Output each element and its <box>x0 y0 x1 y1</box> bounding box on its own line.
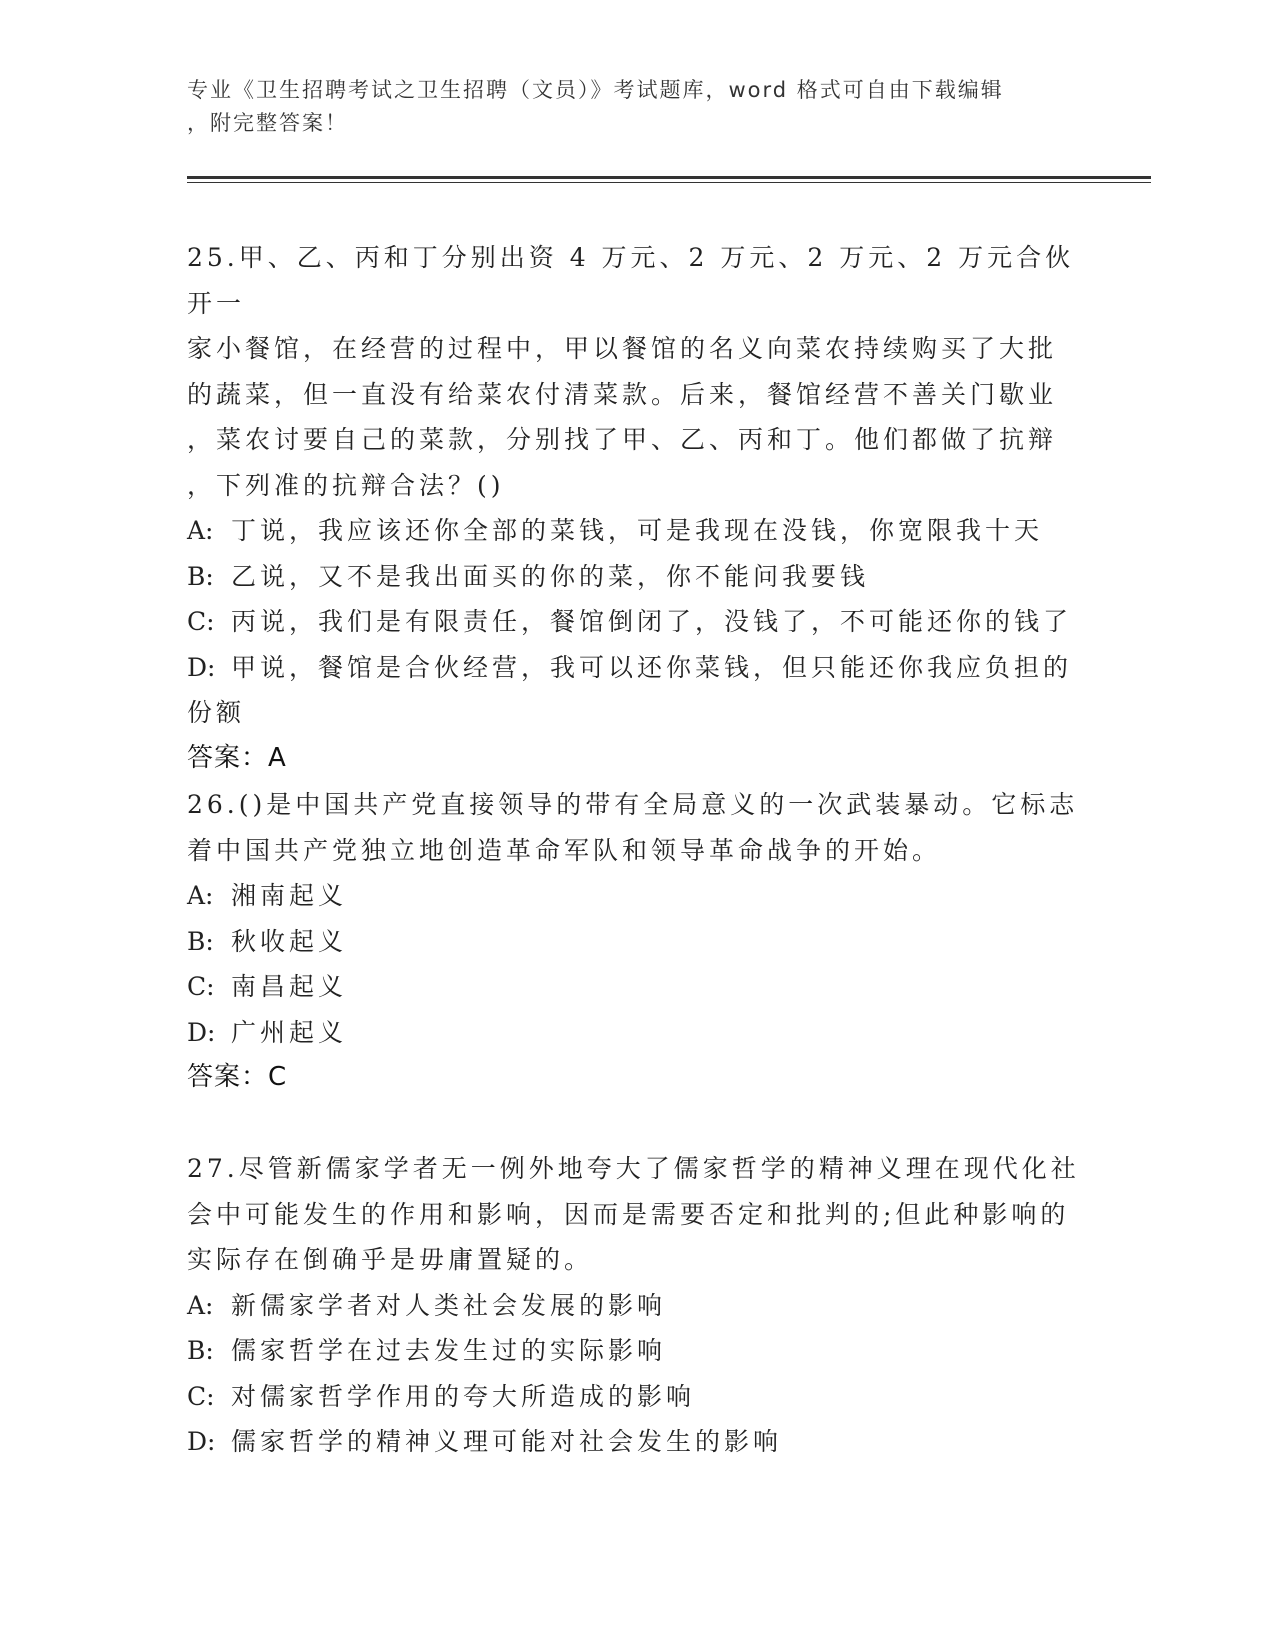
option-letter: B: <box>187 926 214 956</box>
document-header <box>187 74 1087 140</box>
option-text: 广州起义 <box>231 1017 348 1047</box>
option-d-continued <box>187 690 1087 736</box>
option-b <box>187 554 1087 600</box>
stem-line: 着中国共产党独立地创造革命军队和领导革命战争的开始。 <box>187 835 942 865</box>
question-25 <box>187 235 1087 781</box>
stem-line: 的蔬菜，但一直没有给菜农付清菜款。后来，餐馆经营不善关门歇业 <box>187 379 1058 409</box>
stem-line: 26.()是中国共产党直接领导的带有全局意义的一次武装暴动。它标志 <box>187 790 1079 819</box>
option-c <box>187 964 1087 1010</box>
option-a <box>187 1283 1087 1329</box>
option-letter: D: <box>187 1017 216 1047</box>
option-d <box>187 645 1087 691</box>
option-text: 对儒家哲学作用的夸大所造成的影响 <box>231 1381 696 1411</box>
header-divider-thick <box>187 176 1151 179</box>
stem-line: 27.尽管新儒家学者无一例外地夸大了儒家哲学的精神义理在现代化社 <box>187 1154 1080 1183</box>
option-text: 甲说，餐馆是合伙经营，我可以还你菜钱，但只能还你我应负担的 <box>231 652 1073 682</box>
question-stem <box>187 782 1087 873</box>
option-c <box>187 599 1087 645</box>
question-stem <box>187 235 1087 508</box>
option-d <box>187 1010 1087 1056</box>
stem-line: 会中可能发生的作用和影响，因而是需要否定和批判的;但此种影响的 <box>187 1199 1070 1229</box>
option-text: 南昌起义 <box>231 972 348 1001</box>
option-letter: A: <box>187 881 214 910</box>
option-letter: D: <box>187 1427 216 1456</box>
option-letter: C: <box>187 1381 215 1411</box>
option-b <box>187 1328 1087 1374</box>
option-text: 丁说，我应该还你全部的菜钱，可是我现在没钱，你宽限我十天 <box>231 516 1044 545</box>
question-stem <box>187 1146 1087 1283</box>
option-letter: A: <box>187 516 214 545</box>
header-divider-thin <box>187 182 1151 183</box>
stem-line: 实际存在倒确乎是毋庸置疑的。 <box>187 1245 594 1274</box>
option-text: 儒家哲学的精神义理可能对社会发生的影响 <box>231 1427 783 1456</box>
question-26 <box>187 782 1087 1101</box>
stem-line: 25.甲、乙、丙和丁分别出资 4 万元、2 万元、2 万元、2 万元合伙开一 <box>187 243 1075 318</box>
header-line-2: ，附完整答案！ <box>187 111 348 135</box>
answer-line: 答案：A <box>187 742 287 773</box>
option-letter: D: <box>187 652 216 682</box>
option-text: 份额 <box>187 698 246 727</box>
stem-line: ，下列准的抗辩合法？() <box>187 470 505 500</box>
option-letter: C: <box>187 972 215 1001</box>
header-line-1: 专业《卫生招聘考试之卫生招聘（文员）》考试题库，word 格式可自由下载编辑 <box>187 78 1004 102</box>
option-b <box>187 919 1087 965</box>
option-text: 丙说，我们是有限责任，餐馆倒闭了，没钱了，不可能还你的钱了 <box>231 607 1073 636</box>
option-letter: A: <box>187 1290 214 1320</box>
option-c <box>187 1374 1087 1420</box>
option-a <box>187 508 1087 554</box>
answer-line: 答案：C <box>187 1062 288 1092</box>
option-letter: B: <box>187 1336 214 1365</box>
option-text: 湘南起义 <box>231 881 348 910</box>
option-text: 秋收起义 <box>231 926 348 956</box>
option-text: 儒家哲学在过去发生过的实际影响 <box>231 1336 667 1365</box>
option-text: 乙说，又不是我出面买的你的菜，你不能问我要钱 <box>231 561 870 591</box>
option-d <box>187 1419 1087 1465</box>
option-text: 新儒家学者对人类社会发展的影响 <box>231 1290 667 1320</box>
option-a <box>187 873 1087 919</box>
option-letter: B: <box>187 561 214 591</box>
stem-line: ，菜农讨要自己的菜款，分别找了甲、乙、丙和丁。他们都做了抗辩 <box>187 425 1058 454</box>
option-letter: C: <box>187 607 215 636</box>
question-27 <box>187 1146 1087 1465</box>
stem-line: 家小餐馆，在经营的过程中，甲以餐馆的名义向菜农持续购买了大批 <box>187 334 1058 363</box>
